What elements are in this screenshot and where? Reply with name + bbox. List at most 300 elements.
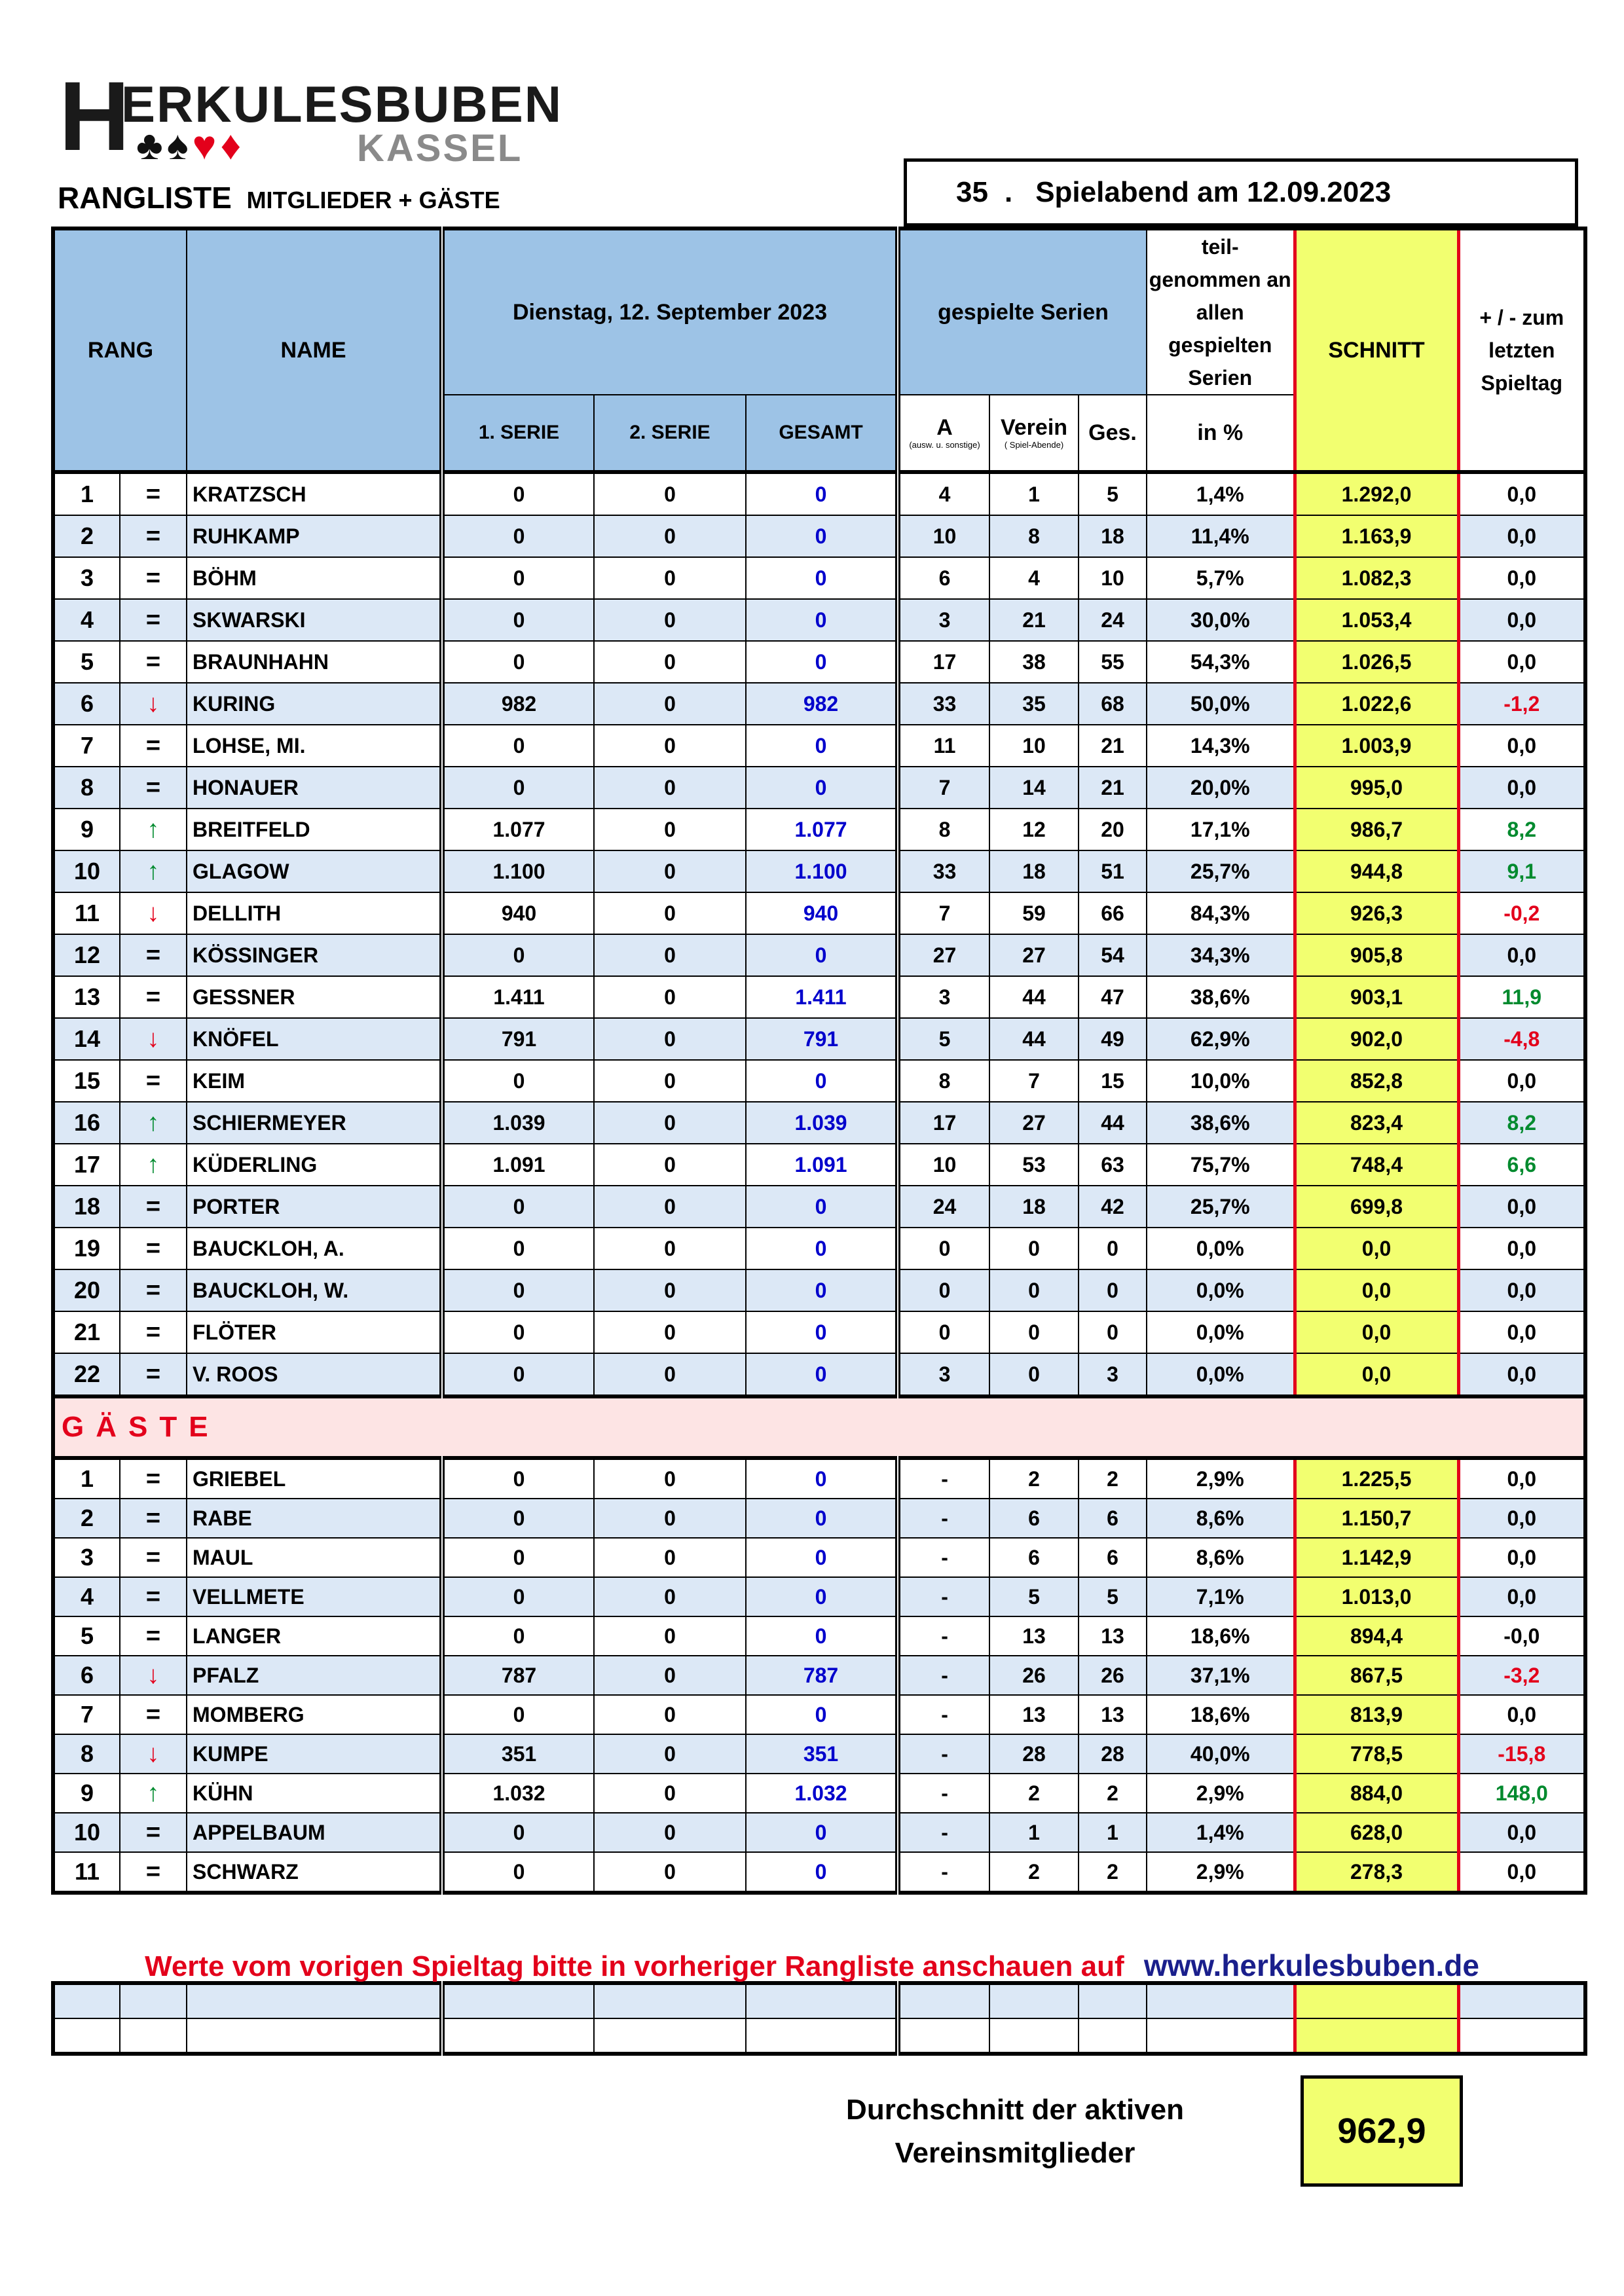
diff-cell: 0,0 (1458, 1311, 1585, 1353)
serie2-cell: 0 (594, 472, 746, 515)
equal-icon: = (120, 1269, 187, 1311)
pct-cell: 37,1% (1147, 1656, 1295, 1695)
diff-cell: 0,0 (1458, 1577, 1585, 1616)
a-cell: - (898, 1538, 989, 1577)
serie1-cell: 787 (442, 1656, 594, 1695)
diff-cell: 8,2 (1458, 809, 1585, 850)
rank-cell: 17 (53, 1144, 120, 1186)
empty-cell (1295, 1983, 1458, 2018)
a-cell: 33 (898, 850, 989, 892)
footer-note (0, 1948, 1624, 1983)
club-suit-icon: ♣ (136, 123, 167, 168)
pct-cell: 84,3% (1147, 892, 1295, 934)
pct-cell: 1,4% (1147, 472, 1295, 515)
verein-cell: 4 (989, 557, 1079, 599)
rank-cell: 14 (53, 1018, 120, 1060)
a-cell: 3 (898, 599, 989, 641)
diff-cell: 0,0 (1458, 1186, 1585, 1228)
schnitt-cell: 894,4 (1295, 1616, 1458, 1656)
ges-cell: 1 (1079, 1813, 1147, 1852)
diff-cell: 0,0 (1458, 1695, 1585, 1734)
page-title (58, 180, 500, 215)
schnitt-cell: 884,0 (1295, 1774, 1458, 1813)
gesamt-cell: 0 (746, 472, 898, 515)
table-row (53, 934, 1585, 976)
pct-cell: 2,9% (1147, 1852, 1295, 1893)
name-cell: BREITFELD (187, 809, 442, 850)
average-label-line1: Durchschnitt der aktiven (846, 2094, 1184, 2126)
header-plusminus: + / - zum letzten Spieltag (1458, 228, 1585, 472)
rank-cell: 6 (53, 1656, 120, 1695)
serie2-cell: 0 (594, 1774, 746, 1813)
pct-cell: 11,4% (1147, 515, 1295, 557)
gesamt-cell: 0 (746, 1186, 898, 1228)
header-rang: RANG (53, 228, 187, 472)
name-cell: GLAGOW (187, 850, 442, 892)
pct-cell: 17,1% (1147, 809, 1295, 850)
equal-icon: = (120, 1538, 187, 1577)
name-cell: BAUCKLOH, W. (187, 1269, 442, 1311)
ges-cell: 68 (1079, 683, 1147, 725)
serie1-cell: 0 (442, 1499, 594, 1538)
verein-cell: 2 (989, 1774, 1079, 1813)
name-cell: GRIEBEL (187, 1458, 442, 1499)
serie2-cell: 0 (594, 1734, 746, 1774)
ges-cell: 3 (1079, 1353, 1147, 1396)
serie2-cell: 0 (594, 1458, 746, 1499)
serie2-cell: 0 (594, 1311, 746, 1353)
diff-cell: 0,0 (1458, 767, 1585, 809)
ges-cell: 21 (1079, 725, 1147, 767)
note-text: Werte vom vorigen Spieltag bitte in vorheriger Rangliste anschauen auf (145, 1950, 1124, 1982)
schnitt-cell: 902,0 (1295, 1018, 1458, 1060)
diff-cell: 6,6 (1458, 1144, 1585, 1186)
diff-cell: 0,0 (1458, 599, 1585, 641)
serie2-cell: 0 (594, 934, 746, 976)
empty-cell (442, 1983, 594, 2018)
pct-cell: 38,6% (1147, 1102, 1295, 1144)
serie2-cell: 0 (594, 1269, 746, 1311)
ges-cell: 10 (1079, 557, 1147, 599)
pct-cell: 10,0% (1147, 1060, 1295, 1102)
serie2-cell: 0 (594, 850, 746, 892)
pct-cell: 1,4% (1147, 1813, 1295, 1852)
equal-icon: = (120, 1311, 187, 1353)
verein-cell: 1 (989, 472, 1079, 515)
ges-cell: 51 (1079, 850, 1147, 892)
a-cell: 17 (898, 1102, 989, 1144)
empty-cell (1079, 2018, 1147, 2054)
equal-icon: = (120, 515, 187, 557)
a-cell: 6 (898, 557, 989, 599)
serie1-cell: 0 (442, 767, 594, 809)
schnitt-cell: 1.292,0 (1295, 472, 1458, 515)
diff-cell: 9,1 (1458, 850, 1585, 892)
gesamt-cell: 982 (746, 683, 898, 725)
table-row (53, 1577, 1585, 1616)
schnitt-cell: 903,1 (1295, 976, 1458, 1018)
equal-icon: = (120, 1695, 187, 1734)
serie2-cell: 0 (594, 1060, 746, 1102)
table-row (53, 515, 1585, 557)
serie1-cell: 0 (442, 1695, 594, 1734)
diff-cell: 0,0 (1458, 1269, 1585, 1311)
table-row (53, 1656, 1585, 1695)
equal-icon: = (120, 725, 187, 767)
gesamt-cell: 0 (746, 557, 898, 599)
table-row (53, 683, 1585, 725)
schnitt-cell: 1.082,3 (1295, 557, 1458, 599)
rank-cell: 4 (53, 599, 120, 641)
empty-cell (594, 2018, 746, 2054)
pct-cell: 20,0% (1147, 767, 1295, 809)
arrow-up-icon: ↑ (120, 850, 187, 892)
header-name: NAME (187, 228, 442, 472)
header-row-1 (53, 228, 1585, 395)
verein-cell: 14 (989, 767, 1079, 809)
ges-cell: 6 (1079, 1538, 1147, 1577)
ges-cell: 44 (1079, 1102, 1147, 1144)
pct-cell: 30,0% (1147, 599, 1295, 641)
serie2-cell: 0 (594, 683, 746, 725)
serie2-cell: 0 (594, 892, 746, 934)
a-cell: 33 (898, 683, 989, 725)
gesamt-cell: 940 (746, 892, 898, 934)
table-row (53, 1060, 1585, 1102)
ges-cell: 24 (1079, 599, 1147, 641)
rank-cell: 1 (53, 472, 120, 515)
header-schnitt: SCHNITT (1295, 228, 1458, 472)
serie1-cell: 351 (442, 1734, 594, 1774)
name-cell: VELLMETE (187, 1577, 442, 1616)
diff-cell: 0,0 (1458, 641, 1585, 683)
serie1-cell: 0 (442, 641, 594, 683)
gesamt-cell: 0 (746, 1228, 898, 1269)
arrow-down-icon: ↓ (120, 1734, 187, 1774)
verein-cell: 59 (989, 892, 1079, 934)
serie2-cell: 0 (594, 1695, 746, 1734)
empty-cell (898, 1983, 989, 2018)
ges-cell: 5 (1079, 1577, 1147, 1616)
serie2-cell: 0 (594, 599, 746, 641)
pct-cell: 0,0% (1147, 1311, 1295, 1353)
verein-cell: 12 (989, 809, 1079, 850)
equal-icon: = (120, 1353, 187, 1396)
equal-icon: = (120, 1499, 187, 1538)
serie2-cell: 0 (594, 557, 746, 599)
verein-cell: 28 (989, 1734, 1079, 1774)
empty-cell (1079, 1983, 1147, 2018)
schnitt-cell: 1.053,4 (1295, 599, 1458, 641)
gesamt-cell: 1.100 (746, 850, 898, 892)
rank-cell: 3 (53, 1538, 120, 1577)
empty-cell (746, 1983, 898, 2018)
a-cell: 8 (898, 1060, 989, 1102)
rank-cell: 5 (53, 641, 120, 683)
verein-cell: 7 (989, 1060, 1079, 1102)
table-row (53, 850, 1585, 892)
serie2-cell: 0 (594, 1577, 746, 1616)
serie1-cell: 1.039 (442, 1102, 594, 1144)
rank-cell: 8 (53, 1734, 120, 1774)
serie2-cell: 0 (594, 1538, 746, 1577)
table-row (53, 557, 1585, 599)
schnitt-cell: 1.163,9 (1295, 515, 1458, 557)
diff-cell: -1,2 (1458, 683, 1585, 725)
pct-cell: 62,9% (1147, 1018, 1295, 1060)
verein-cell: 26 (989, 1656, 1079, 1695)
verein-cell: 0 (989, 1311, 1079, 1353)
serie2-cell: 0 (594, 1144, 746, 1186)
empty-cell (187, 2018, 442, 2054)
heart-suit-icon: ♥ (192, 123, 221, 168)
equal-icon: = (120, 767, 187, 809)
a-cell: 11 (898, 725, 989, 767)
rank-cell: 9 (53, 809, 120, 850)
diff-cell: 0,0 (1458, 1538, 1585, 1577)
schnitt-cell: 1.013,0 (1295, 1577, 1458, 1616)
table-row (53, 1353, 1585, 1396)
table-row (53, 1734, 1585, 1774)
gesamt-cell: 1.032 (746, 1774, 898, 1813)
table-row (53, 1144, 1585, 1186)
verein-cell: 5 (989, 1577, 1079, 1616)
name-cell: GESSNER (187, 976, 442, 1018)
rank-cell: 13 (53, 976, 120, 1018)
a-cell: 0 (898, 1269, 989, 1311)
verein-cell: 44 (989, 976, 1079, 1018)
schnitt-cell: 0,0 (1295, 1228, 1458, 1269)
serie1-cell: 940 (442, 892, 594, 934)
verein-cell: 6 (989, 1499, 1079, 1538)
pct-cell: 5,7% (1147, 557, 1295, 599)
name-cell: KURING (187, 683, 442, 725)
verein-cell: 13 (989, 1616, 1079, 1656)
pct-cell: 18,6% (1147, 1695, 1295, 1734)
verein-cell: 8 (989, 515, 1079, 557)
gesamt-cell: 0 (746, 767, 898, 809)
logo-city: KASSEL (357, 127, 523, 170)
title-main: RANGLISTE (58, 181, 232, 215)
empty-cell (898, 2018, 989, 2054)
title-sub: MITGLIEDER + GÄSTE (246, 187, 500, 213)
serie2-cell: 0 (594, 1813, 746, 1852)
gesamt-cell: 1.039 (746, 1102, 898, 1144)
header-date: Dienstag, 12. September 2023 (442, 228, 898, 395)
rank-cell: 22 (53, 1353, 120, 1396)
a-cell: - (898, 1616, 989, 1656)
serie2-cell: 0 (594, 976, 746, 1018)
name-cell: MAUL (187, 1538, 442, 1577)
header-inpct: in % (1147, 395, 1295, 472)
pct-cell: 8,6% (1147, 1499, 1295, 1538)
website-link[interactable]: www.herkulesbuben.de (1143, 1948, 1479, 1982)
arrow-down-icon: ↓ (120, 683, 187, 725)
gesamt-cell: 0 (746, 1616, 898, 1656)
diff-cell: 0,0 (1458, 725, 1585, 767)
ges-cell: 55 (1079, 641, 1147, 683)
pct-cell: 40,0% (1147, 1734, 1295, 1774)
serie2-cell: 0 (594, 725, 746, 767)
a-cell: 3 (898, 976, 989, 1018)
name-cell: LANGER (187, 1616, 442, 1656)
rank-cell: 10 (53, 1813, 120, 1852)
diff-cell: 0,0 (1458, 1228, 1585, 1269)
a-cell: 10 (898, 515, 989, 557)
name-cell: PFALZ (187, 1656, 442, 1695)
pct-cell: 75,7% (1147, 1144, 1295, 1186)
a-cell: - (898, 1852, 989, 1893)
arrow-up-icon: ↑ (120, 1144, 187, 1186)
empty-row (53, 2018, 1585, 2054)
rank-cell: 10 (53, 850, 120, 892)
pct-cell: 18,6% (1147, 1616, 1295, 1656)
a-cell: 27 (898, 934, 989, 976)
diff-cell: 148,0 (1458, 1774, 1585, 1813)
schnitt-cell: 986,7 (1295, 809, 1458, 850)
ges-cell: 0 (1079, 1311, 1147, 1353)
serie2-cell: 0 (594, 809, 746, 850)
table-row (53, 1018, 1585, 1060)
rank-cell: 7 (53, 725, 120, 767)
a-cell: 0 (898, 1228, 989, 1269)
empty-cell (1458, 1983, 1585, 2018)
ranking-table (51, 227, 1587, 2056)
ges-cell: 66 (1079, 892, 1147, 934)
a-cell: 5 (898, 1018, 989, 1060)
verein-cell: 2 (989, 1458, 1079, 1499)
arrow-down-icon: ↓ (120, 892, 187, 934)
guests-title: GÄSTE (53, 1396, 1585, 1458)
gesamt-cell: 1.091 (746, 1144, 898, 1186)
a-cell: - (898, 1577, 989, 1616)
ges-cell: 6 (1079, 1499, 1147, 1538)
diff-cell: 0,0 (1458, 557, 1585, 599)
empty-cell (1147, 2018, 1295, 2054)
serie1-cell: 0 (442, 1852, 594, 1893)
pct-cell: 8,6% (1147, 1538, 1295, 1577)
empty-cell (120, 1983, 187, 2018)
serie1-cell: 1.032 (442, 1774, 594, 1813)
pct-cell: 0,0% (1147, 1353, 1295, 1396)
serie1-cell: 0 (442, 1269, 594, 1311)
gesamt-cell: 0 (746, 1311, 898, 1353)
serie1-cell: 0 (442, 472, 594, 515)
serie1-cell: 0 (442, 1228, 594, 1269)
name-cell: KÜHN (187, 1774, 442, 1813)
club-logo (59, 61, 563, 171)
ges-cell: 2 (1079, 1852, 1147, 1893)
serie2-cell: 0 (594, 1228, 746, 1269)
name-cell: PORTER (187, 1186, 442, 1228)
verein-cell: 0 (989, 1353, 1079, 1396)
ges-cell: 20 (1079, 809, 1147, 850)
table-row (53, 1311, 1585, 1353)
name-cell: APPELBAUM (187, 1813, 442, 1852)
ges-cell: 0 (1079, 1228, 1147, 1269)
verein-cell: 27 (989, 1102, 1079, 1144)
diff-cell: -3,2 (1458, 1656, 1585, 1695)
empty-cell (1295, 2018, 1458, 2054)
serie2-cell: 0 (594, 1018, 746, 1060)
header-ges: Ges. (1079, 395, 1147, 472)
name-cell: KUMPE (187, 1734, 442, 1774)
name-cell: KRATZSCH (187, 472, 442, 515)
a-cell: - (898, 1774, 989, 1813)
empty-cell (120, 2018, 187, 2054)
header-serie1: 1. SERIE (442, 395, 594, 472)
name-cell: SCHWARZ (187, 1852, 442, 1893)
gesamt-cell: 0 (746, 1458, 898, 1499)
name-cell: KÖSSINGER (187, 934, 442, 976)
schnitt-cell: 1.142,9 (1295, 1538, 1458, 1577)
schnitt-cell: 699,8 (1295, 1186, 1458, 1228)
rank-cell: 4 (53, 1577, 120, 1616)
pct-cell: 0,0% (1147, 1228, 1295, 1269)
diff-cell: 0,0 (1458, 1060, 1585, 1102)
a-cell: - (898, 1734, 989, 1774)
diff-cell: 0,0 (1458, 1813, 1585, 1852)
name-cell: SCHIERMEYER (187, 1102, 442, 1144)
serie2-cell: 0 (594, 767, 746, 809)
serie2-cell: 0 (594, 515, 746, 557)
arrow-down-icon: ↓ (120, 1656, 187, 1695)
table-row (53, 725, 1585, 767)
serie1-cell: 0 (442, 1577, 594, 1616)
equal-icon: = (120, 1186, 187, 1228)
diff-cell: 0,0 (1458, 934, 1585, 976)
rank-cell: 6 (53, 683, 120, 725)
gesamt-cell: 0 (746, 1538, 898, 1577)
rank-cell: 11 (53, 892, 120, 934)
gesamt-cell: 787 (746, 1656, 898, 1695)
verein-cell: 1 (989, 1813, 1079, 1852)
name-cell: RUHKAMP (187, 515, 442, 557)
serie2-cell: 0 (594, 1852, 746, 1893)
table-row (53, 1499, 1585, 1538)
arrow-up-icon: ↑ (120, 1102, 187, 1144)
ges-cell: 13 (1079, 1616, 1147, 1656)
ges-cell: 18 (1079, 515, 1147, 557)
name-cell: BAUCKLOH, A. (187, 1228, 442, 1269)
ges-cell: 63 (1079, 1144, 1147, 1186)
rank-cell: 21 (53, 1311, 120, 1353)
header-gespielte: gespielte Serien (898, 228, 1147, 395)
ges-cell: 15 (1079, 1060, 1147, 1102)
empty-row (53, 1983, 1585, 2018)
average-value: 962,9 (1301, 2075, 1463, 2187)
table-row (53, 1852, 1585, 1893)
table-row (53, 1458, 1585, 1499)
serie1-cell: 0 (442, 1616, 594, 1656)
serie1-cell: 0 (442, 1186, 594, 1228)
a-cell: - (898, 1458, 989, 1499)
table-row (53, 1813, 1585, 1852)
average-label (805, 2088, 1225, 2175)
verein-cell: 6 (989, 1538, 1079, 1577)
pct-cell: 14,3% (1147, 725, 1295, 767)
table-row (53, 892, 1585, 934)
verein-cell: 18 (989, 1186, 1079, 1228)
table-row (53, 1186, 1585, 1228)
table-row (53, 1269, 1585, 1311)
pct-cell: 38,6% (1147, 976, 1295, 1018)
name-cell: KNÖFEL (187, 1018, 442, 1060)
gesamt-cell: 0 (746, 1269, 898, 1311)
equal-icon: = (120, 557, 187, 599)
arrow-up-icon: ↑ (120, 809, 187, 850)
table-row (53, 472, 1585, 515)
